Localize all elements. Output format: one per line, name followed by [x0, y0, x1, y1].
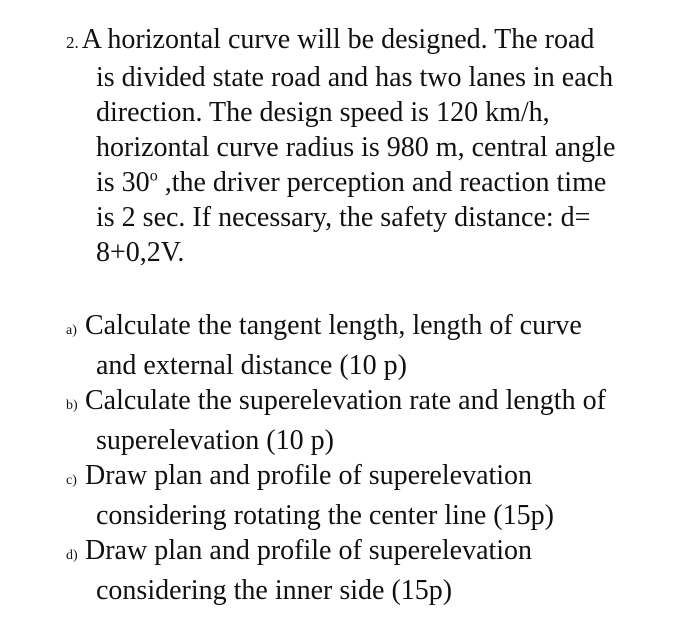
statement-line-5	[66, 165, 666, 200]
problem-2	[66, 22, 666, 608]
part-text: Calculate the superelevation rate and length of	[85, 385, 606, 416]
part-marker: b)	[66, 398, 78, 413]
statement-text: ,the driver perception and reaction time	[157, 167, 607, 198]
part-text-continued: superelevation (10 p)	[96, 425, 334, 456]
part-d	[66, 533, 666, 608]
statement-line-7: 8+0,2V.	[96, 237, 185, 268]
statement-text: A horizontal curve will be designed. The road	[81, 24, 595, 55]
statement-line-2: is divided state road and has two lanes in each	[96, 62, 614, 93]
statement-line-1	[66, 22, 666, 60]
part-text: Calculate the tangent length, length of curve	[85, 310, 582, 341]
part-text: Draw plan and profile of superelevation	[85, 460, 533, 491]
statement-line-6: is 2 sec. If necessary, the safety distance: d=	[96, 202, 591, 233]
problem-number: 2.	[66, 33, 79, 52]
paragraph-gap	[66, 270, 666, 308]
degree-superscript: o	[149, 167, 158, 185]
angle-value: is 30	[96, 167, 150, 198]
part-text-continued: and external distance (10 p)	[96, 350, 407, 381]
statement-line-4: horizontal curve radius is 980 m, central angle	[96, 132, 616, 163]
part-text-continued: considering rotating the center line (15p)	[96, 500, 554, 531]
part-text-continued: considering the inner side (15p)	[96, 575, 453, 606]
part-marker: d)	[66, 548, 78, 563]
part-marker: c)	[66, 473, 77, 488]
part-b	[66, 383, 666, 458]
statement-line-3: direction. The design speed is 120 km/h,	[96, 97, 550, 128]
part-c	[66, 458, 666, 533]
part-text: Draw plan and profile of superelevation	[85, 535, 533, 566]
part-a	[66, 308, 666, 383]
part-marker: a)	[66, 323, 77, 338]
